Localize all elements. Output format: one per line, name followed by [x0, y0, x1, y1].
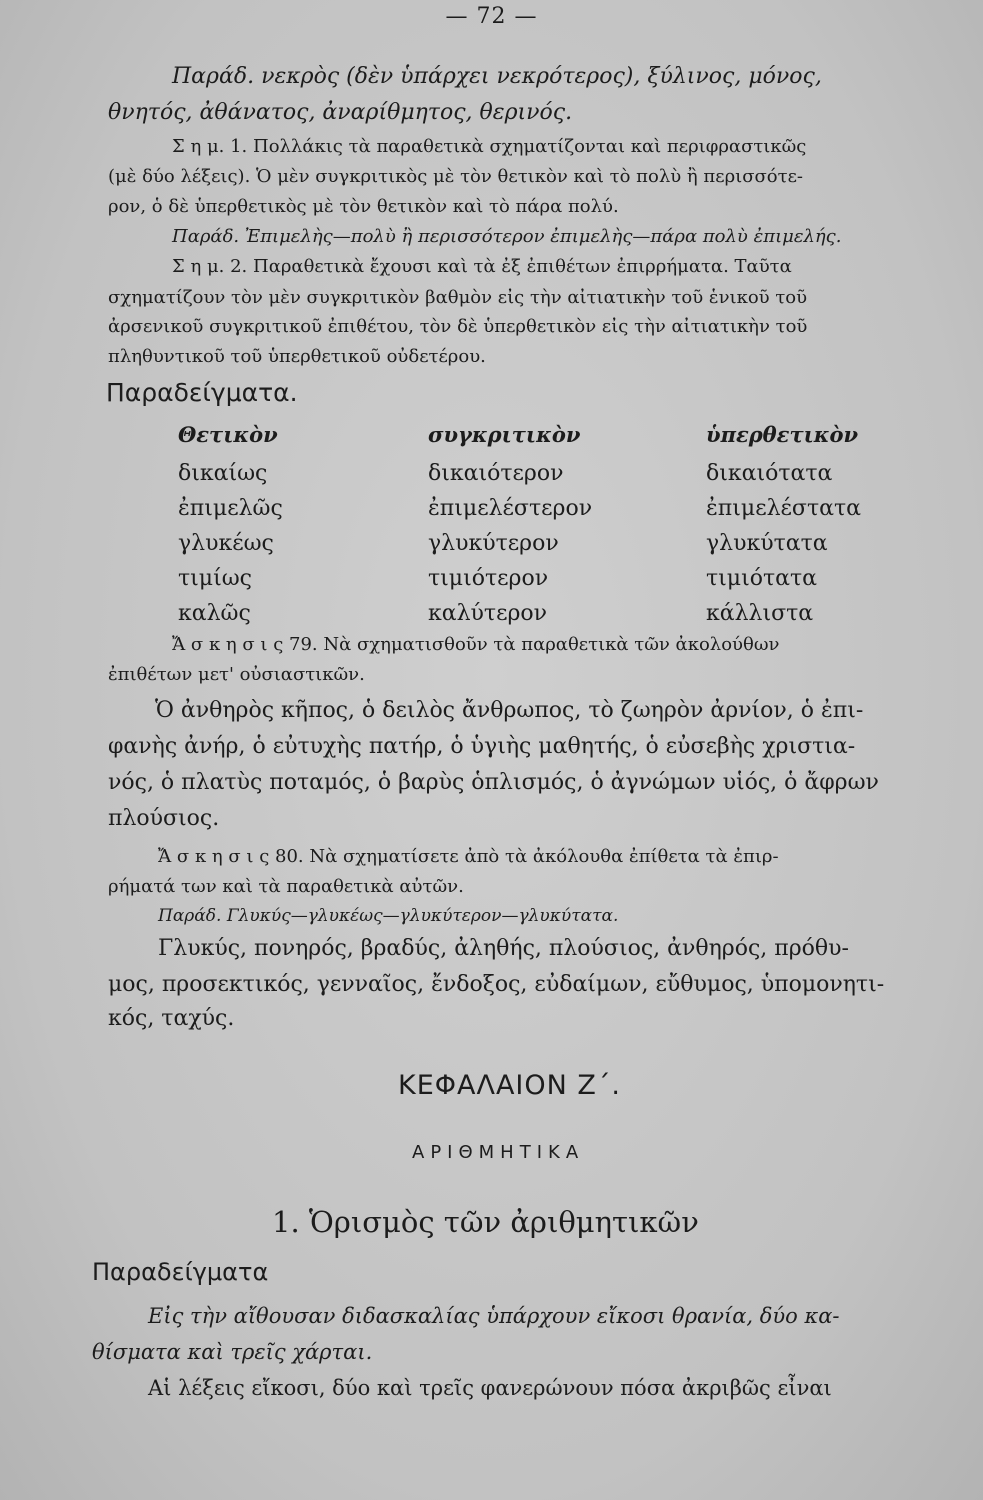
ex79-text-line3: νός, ὁ πλατὺς ποταμός, ὁ βαρὺς ὁπλισμός, ὁ ἀγνώμων υἱός, ὁ ἄφρων [108, 770, 879, 795]
column-superlative [706, 422, 966, 631]
cell-superlative-1: δικαιότατα [706, 461, 833, 486]
section-title: 1. Ὁρισμὸς τῶν ἀριθμητικῶν [272, 1205, 699, 1239]
ex80-line1: Ἄ σ κ η σ ι ς 80. Νὰ σχηματίσετε ἀπὸ τὰ ἀκόλουθα ἐπίθετα τὰ ἐπιρ- [158, 846, 779, 867]
note1-line3: ρον, ὁ δὲ ὑπερθετικὸς μὲ τὸν θετικὸν καὶ τὸ πάρα πολύ. [108, 196, 619, 217]
cell-positive-3: γλυκέως [178, 531, 274, 556]
ex79-line2: ἐπιθέτων μετ' οὐσιαστικῶν. [108, 664, 365, 685]
cell-comparative-5: καλύτερον [428, 601, 548, 626]
cell-comparative-3: γλυκύτερον [428, 531, 559, 556]
note2-line1: Σ η μ. 2. Παραθετικὰ ἔχουσι καὶ τὰ ἐξ ἐπιθέτων ἐπιρρήματα. Ταῦτα [172, 256, 792, 277]
header-positive: Θετικὸν [178, 422, 278, 447]
cell-positive-5: καλῶς [178, 601, 251, 626]
page-number: — 72 — [445, 4, 538, 29]
ex79-text-line1: Ὁ ἀνθηρὸς κῆπος, ὁ δειλὸς ἄνθρωπος, τὸ ζωηρὸν ἀρνίον, ὁ ἐπι- [155, 698, 864, 723]
examples-heading: Παραδείγματα. [106, 378, 298, 407]
cell-positive-1: δικαίως [178, 461, 268, 486]
cell-superlative-5: κάλλιστα [706, 601, 814, 626]
ex79-line1: Ἄ σ κ η σ ι ς 79. Νὰ σχηματισθοῦν τὰ παραθετικὰ τῶν ἀκολούθων [172, 634, 780, 655]
cell-comparative-4: τιμιότερον [428, 566, 549, 591]
ex80-example: Παράδ. Γλυκύς—γλυκέως—γλυκύτερον—γλυκύτατα. [158, 906, 619, 926]
cell-superlative-2: ἐπιμελέστατα [706, 496, 861, 521]
note1-line4: Παράδ. Ἐπιμελὴς—πολὺ ἢ περισσότερον ἐπιμελὴς—πάρα πολὺ ἐπιμελής. [172, 226, 842, 247]
column-positive [178, 422, 438, 631]
ex80-text-line1: Γλυκύς, πονηρός, βραδύς, ἀληθής, πλούσιος, ἀνθηρός, πρόθυ- [158, 936, 849, 961]
cell-positive-2: ἐπιμελῶς [178, 496, 283, 521]
ex79-text-line2: φανὴς ἀνήρ, ὁ εὐτυχὴς πατήρ, ὁ ὑγιὴς μαθητής, ὁ εὐσεβὴς χριστια- [108, 734, 856, 759]
note2-line2: σχηματίζουν τὸν μὲν συγκριτικὸν βαθμὸν εἰς τὴν αἰτιατικὴν τοῦ ἑνικοῦ τοῦ [108, 287, 808, 308]
cell-positive-4: τιμίως [178, 566, 252, 591]
note1-line1: Σ η μ. 1. Πολλάκις τὰ παραθετικὰ σχηματίζονται καὶ περιφραστικῶς [172, 136, 807, 157]
note1-line2: (μὲ δύο λέξεις). Ὁ μὲν συγκριτικὸς μὲ τὸν θετικὸν καὶ τὸ πολὺ ἢ περισσότε- [108, 166, 803, 187]
section-para-line3: Αἱ λέξεις εἴκοσι, δύο καὶ τρεῖς φανερώνουν πόσα ἀκριβῶς εἶναι [148, 1376, 832, 1400]
section-para-line2: θίσματα καὶ τρεῖς χάρται. [92, 1340, 373, 1364]
para1-line1: Παράδ. νεκρὸς (δὲν ὑπάρχει νεκρότερος), ξύλινος, μόνος, [172, 64, 822, 89]
cell-comparative-1: δικαιότερον [428, 461, 564, 486]
section-examples-heading: Παραδείγματα [92, 1258, 269, 1286]
header-superlative: ὑπερθετικὸν [706, 422, 859, 447]
section-para-line1: Εἰς τὴν αἴθουσαν διδασκαλίας ὑπάρχουν εἴκοσι θρανία, δύο κα- [148, 1304, 840, 1328]
chapter-title: ΚΕΦΑΛΑΙΟΝ Ζ΄. [398, 1070, 622, 1101]
header-comparative: συγκριτικὸν [428, 422, 581, 447]
cell-superlative-4: τιμιότατα [706, 566, 818, 591]
column-comparative [428, 422, 688, 631]
ex80-text-line3: κός, ταχύς. [108, 1006, 235, 1031]
note2-line3: ἀρσενικοῦ συγκριτικοῦ ἐπιθέτου, τὸν δὲ ὑπερθετικὸν εἰς τὴν αἰτιατικὴν τοῦ [108, 316, 808, 337]
note2-line4: πληθυντικοῦ τοῦ ὑπερθετικοῦ οὐδετέρου. [108, 346, 486, 367]
para1-line2: θνητός, ἀθάνατος, ἀναρίθμητος, θερινός. [108, 100, 573, 125]
chapter-subtitle: ΑΡΙΘΜΗΤΙΚΑ [412, 1142, 585, 1163]
cell-superlative-3: γλυκύτατα [706, 531, 828, 556]
ex79-text-line4: πλούσιος. [108, 806, 220, 831]
ex80-text-line2: μος, προσεκτικός, γενναῖος, ἔνδοξος, εὐδαίμων, εὔθυμος, ὑπομονητι- [108, 972, 885, 997]
cell-comparative-2: ἐπιμελέστερον [428, 496, 593, 521]
ex80-line2: ρήματά των καὶ τὰ παραθετικὰ αὐτῶν. [108, 876, 464, 897]
